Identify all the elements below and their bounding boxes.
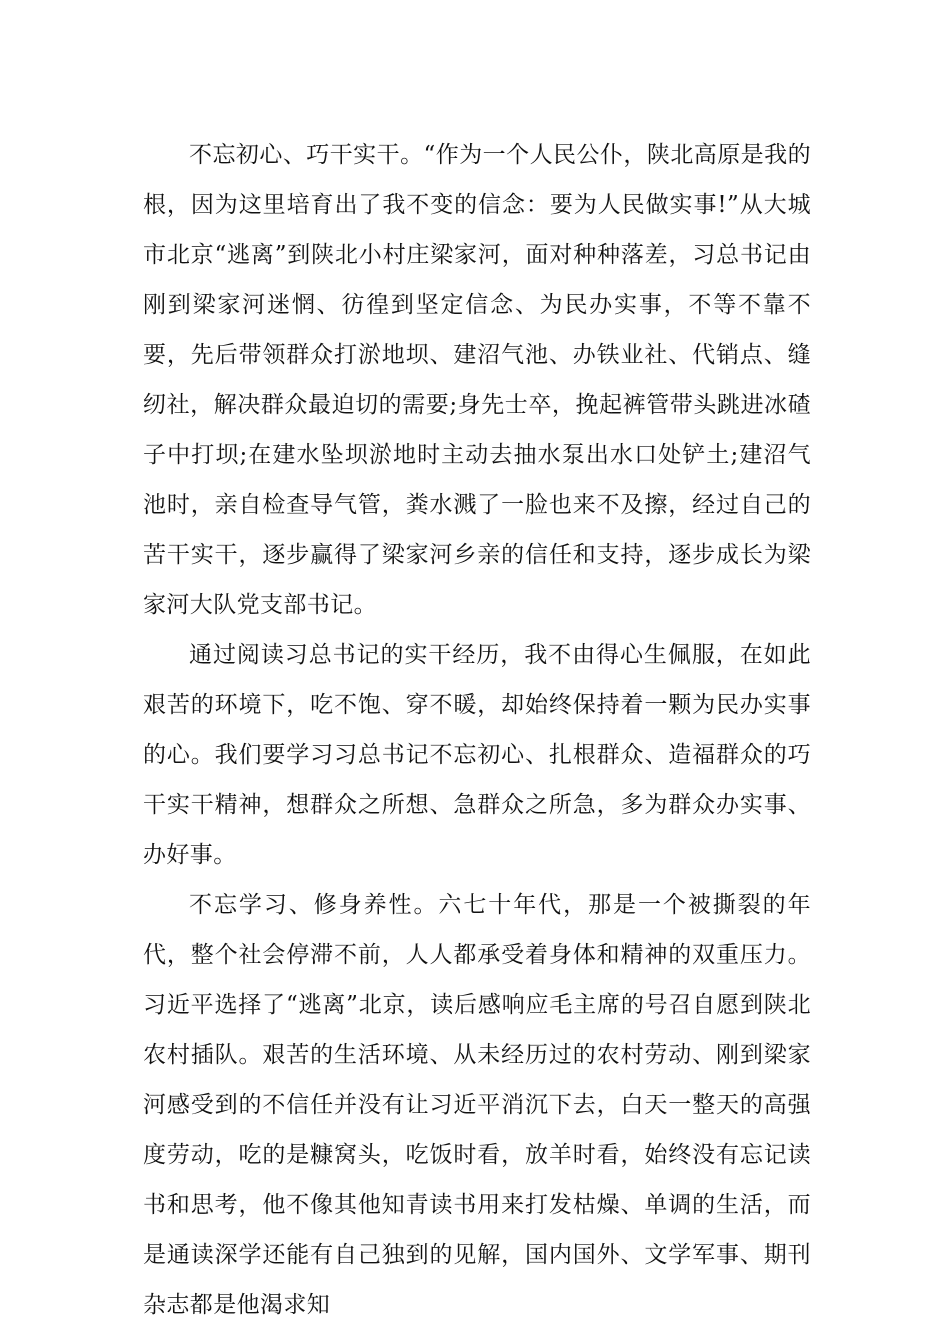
- paragraph-1: 不忘初心、巧干实干。“作为一个人民公仆，陕北高原是我的根，因为这里培育出了我不变的信念：要为人民做实事!”从大城市北京“逃离”到陕北小村庄梁家河，面对种种落差，习总书记由刚到梁家河迷惘、彷徨到坚定信念、为民办实事，不等不靠不要，先后带领群众打淤地坝、建沼气池、办铁业社、代销点、缝纫社，解决群众最迫切的需要;身先士卒，挽起裤管带头跳进冰碴子中打坝;在建水坠坝淤地时主动去抽水泵出水口处铲土;建沼气池时，亲自检查导气管，粪水溅了一脸也来不及擦，经过自己的苦干实干，逐步赢得了梁家河乡亲的信任和支持，逐步成长为梁家河大队党支部书记。: [143, 142, 811, 618]
- document-body: [143, 130, 811, 1330]
- paragraph-2: 通过阅读习总书记的实干经历，我不由得心生佩服，在如此艰苦的环境下，吃不饱、穿不暖，却始终保持着一颗为民办实事的心。我们要学习习总书记不忘初心、扎根群众、造福群众的巧干实干精神，想群众之所想、急群众之所急，多为群众办实事、办好事。: [143, 642, 811, 868]
- paragraph-3: 不忘学习、修身养性。六七十年代，那是一个被撕裂的年代，整个社会停滞不前，人人都承受着身体和精神的双重压力。习近平选择了“逃离”北京，读后感响应毛主席的号召自愿到陕北农村插队。艰苦的生活环境、从未经历过的农村劳动、刚到梁家河感受到的不信任并没有让习近平消沉下去，白天一整天的高强度劳动，吃的是糠窝头，吃饭时看，放羊时看，始终没有忘记读书和思考，他不像其他知青读书用来打发枯燥、单调的生活，而是通读深学还能有自己独到的见解，国内国外、文学军事、期刊杂志都是他渴求知: [143, 892, 811, 1318]
